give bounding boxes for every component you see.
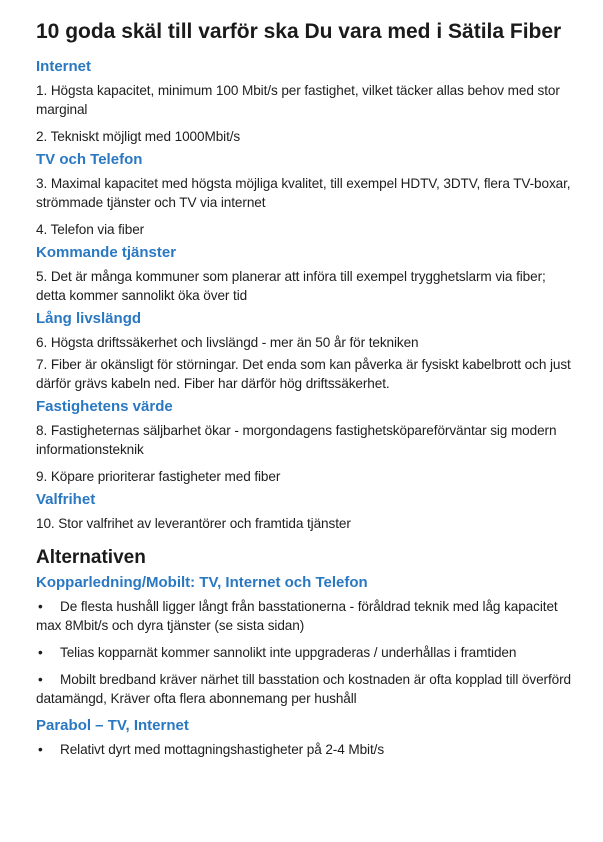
bullet-marker: • xyxy=(38,599,43,614)
section-heading-kommande-tjanster: Kommande tjänster xyxy=(36,244,177,261)
bullet-text: Mobilt bredband kräver närhet till basstation och kostnaden är ofta kopplad till överförd datamängd, Kräver ofta flera abonnemang per hushåll xyxy=(36,672,571,706)
section-heading-tv-och-telefon: TV och Telefon xyxy=(36,151,143,168)
reason-item-4: 4. Telefon via fiber xyxy=(36,222,145,237)
reason-item-1: 1. Högsta kapacitet, minimum 100 Mbit/s per fastighet, vilket täcker allas behov med stor marginal xyxy=(36,83,560,117)
reason-item-5: 5. Det är många kommuner som planerar att införa till exempel trygghetslarm via fiber; detta kommer sannolikt öka över tid xyxy=(36,269,546,303)
bullet-marker: • xyxy=(38,672,43,687)
reason-item-6: 6. Högsta driftssäkerhet och livslängd - mer än 50 år för tekniken xyxy=(36,335,419,350)
reason-item-7: 7. Fiber är okänsligt för störningar. Det enda som kan påverka är fysiskt kabelbrott och just därför grävs kabeln ned. Fiber har därför hög driftssäkerhet. xyxy=(36,357,571,391)
section-heading-lang-livslangd: Lång livslängd xyxy=(36,310,142,327)
alternative-bullet-item xyxy=(36,670,576,708)
alternative-bullet-item xyxy=(36,643,576,662)
section-heading-parabol: Parabol – TV, Internet xyxy=(36,717,189,734)
page-title: 10 goda skäl till varför ska Du vara med i Sätila Fiber xyxy=(36,20,562,43)
reason-item-8: 8. Fastigheternas säljbarhet ökar - morgondagens fastighetsköpareförväntar sig modern informationsteknik xyxy=(36,423,557,457)
bullet-text: Telias kopparnät kommer sannolikt inte uppgraderas / underhållas i framtiden xyxy=(60,645,517,660)
section-heading-fastighetens-varde: Fastighetens värde xyxy=(36,398,173,415)
reason-item-3: 3. Maximal kapacitet med högsta möjliga kvalitet, till exempel HDTV, 3DTV, flera TV-boxar, strömmade tjänster och TV via internet xyxy=(36,176,571,210)
bullet-text: De flesta hushåll ligger långt från basstationerna - föråldrad teknik med låg kapacitet max 8Mbit/s och dyra tjänster (se sista sidan) xyxy=(36,599,558,633)
section-heading-internet: Internet xyxy=(36,58,92,75)
alternative-bullet-item xyxy=(36,740,576,759)
bullet-marker: • xyxy=(38,645,43,660)
bullet-text: Relativt dyrt med mottagningshastigheter på 2-4 Mbit/s xyxy=(60,742,385,757)
reason-item-10: 10. Stor valfrihet av leverantörer och framtida tjänster xyxy=(36,516,351,531)
reason-item-9: 9. Köpare prioriterar fastigheter med fiber xyxy=(36,469,281,484)
document-page xyxy=(36,18,576,767)
section-heading-valfrihet: Valfrihet xyxy=(36,491,96,508)
alternatives-heading: Alternativen xyxy=(36,547,146,568)
section-heading-kopparledning-mobilt: Kopparledning/Mobilt: TV, Internet och Telefon xyxy=(36,574,368,591)
alternative-bullet-item xyxy=(36,597,576,635)
bullet-marker: • xyxy=(38,742,43,757)
reason-item-2: 2. Tekniskt möjligt med 1000Mbit/s xyxy=(36,129,241,144)
